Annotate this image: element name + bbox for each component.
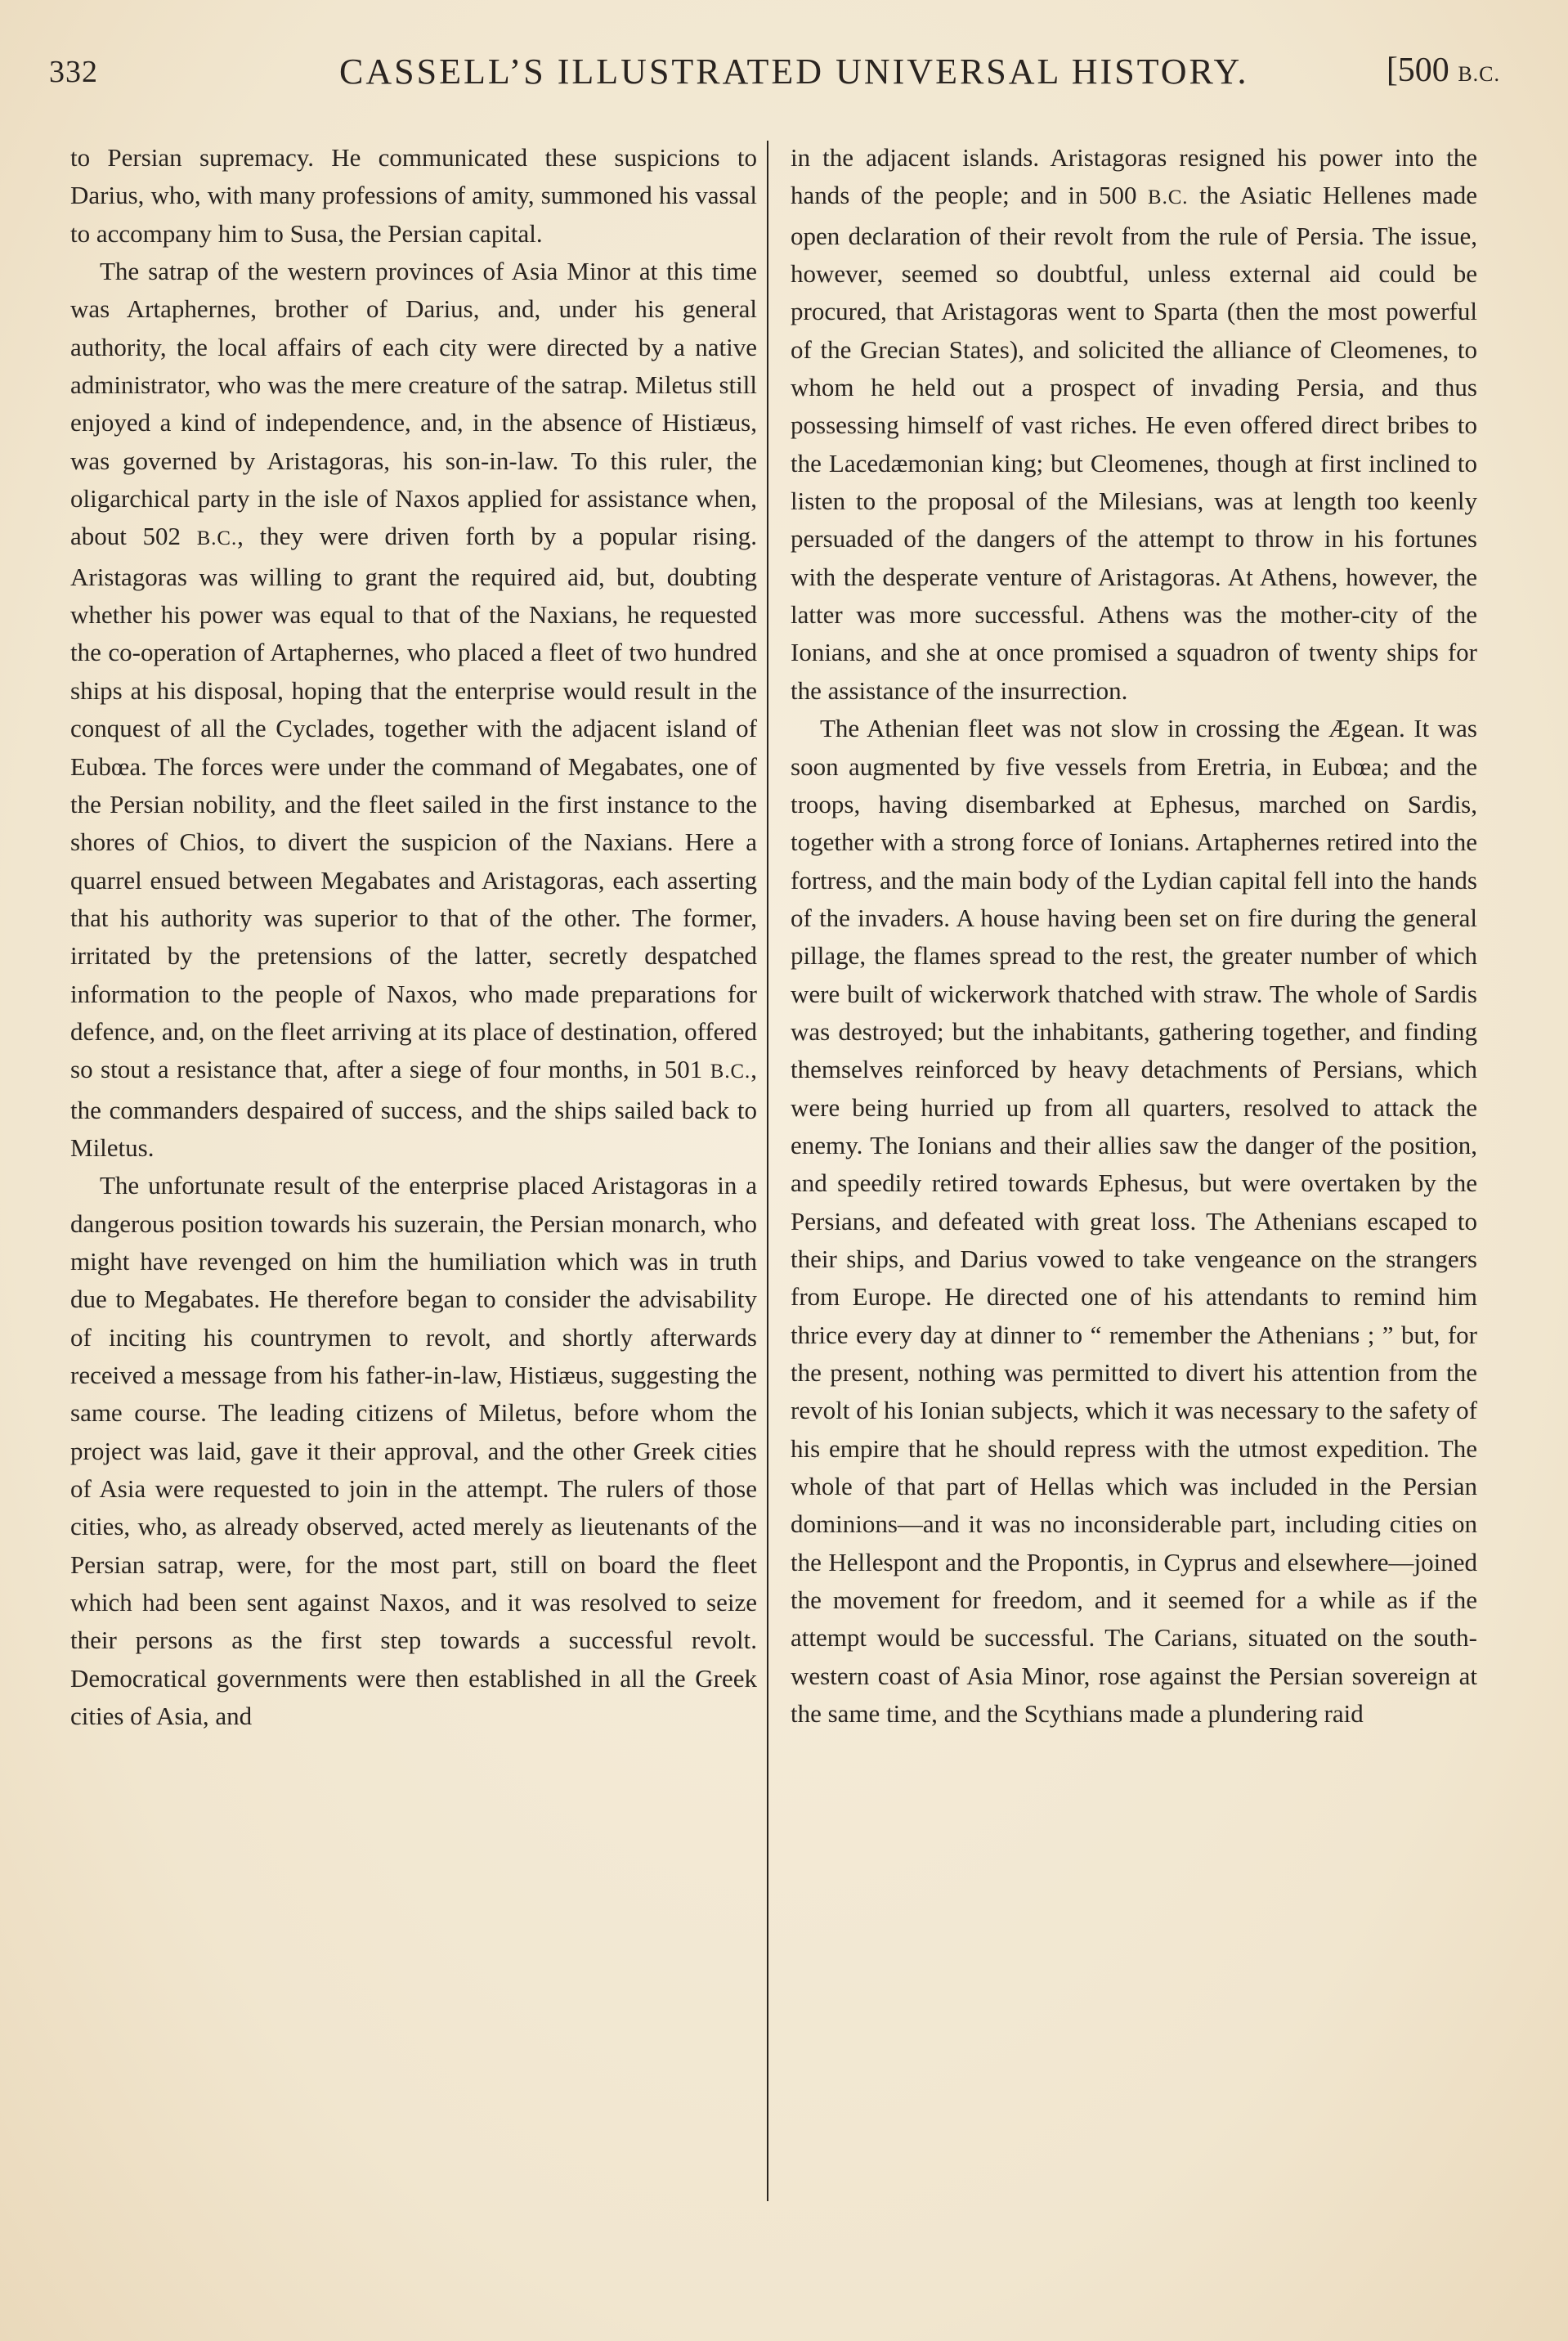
- page-header: [49, 51, 1500, 108]
- paragraph-text: , they were driven forth by a popular rising. Aristagoras was willing to grant the required aid, but, doubting whether his power was equal to that of the Naxians, he requested the co-operation of Artaphernes, who placed a fleet of two hundred ships at his disposal, hoping that the enterprise would result in the conquest of all the Cyclades, together with the adjacent island of Eubœa. The forces were under the command of Megabates, one of the Persian nobility, and the fleet sailed in the first instance to the shores of Chios, to divert the suspicion of the Naxians. Here a quarrel ensued between Megabates and Aristagoras, each asserting that his authority was superior to that of the other. The former, irritated by the pretensions of the latter, secretly despatched information to the people of Naxos, who made preparations for defence, and, on the fleet arriving at its place of destination, offered so stout a resistance that, after a siege of four months, in 501: [70, 522, 758, 1084]
- paragraph: The unfortunate result of the enterprise placed Aristagoras in a dangerous position towards his suzerain, the Persian monarch, who might have revenged on him the humiliation which was in truth due to Megabates. He therefore began to consider the advisability of inciting his countrymen to revolt, and shortly afterwards received a message from his father-in-law, Histiæus, suggesting the same course. The leading citizens of Miletus, before whom the project was laid, gave it their approval, and the other Greek cities of Asia were requested to join in the attempt. The rulers of those cities, who, as already observed, acted merely as lieutenants of the Persian satrap, were, for the most part, still on board the fleet which had been sent against Naxos, and it was resolved to seize their persons as the first step towards a successful revolt. Democratical governments were then established in all the Greek cities of Asia, and: [70, 1171, 757, 1731]
- running-title: CASSELL’S ILLUSTRATED UNIVERSAL HISTORY.: [339, 52, 1249, 92]
- date-era: B.C.: [1458, 62, 1500, 86]
- date-year: [500: [1386, 52, 1449, 89]
- paragraph-text: the Asiatic Hellenes made open declaration of their revolt from the rule of Persia. The issue, however, seemed so doubtful, unless external aid could be procured, that Aristagoras went to Sparta (then the most powerful of the Grecian States), and solicited the alliance of Cleomenes, to whom he held out a prospect of invading Persia, and thus possessing himself of vast riches. He even offered direct bribes to the Lacedæmonian king; but Cleomenes, though at first inclined to listen to the proposal of the Milesians, was at length too keenly persuaded of the dangers of the attempt to throw in his fortunes with the desperate venture of Aristagoras. At Athens, however, the latter was more successful. Athens was the mother-city of the Ionians, and she at once promised a squadron of twenty ships for the assistance of the insurrection.: [791, 181, 1478, 705]
- era-abbrev: B.C.: [1148, 186, 1189, 209]
- page-number: 332: [49, 55, 98, 89]
- paragraph-text: The satrap of the western provinces of Asia Minor at this time was Artaphernes, brother of Darius, and, under his general authority, the local affairs of each city were directed by a native administrator, who was the mere creature of the satrap. Miletus still enjoyed a kind of independence, and, in the absence of Histiæus, was governed by Aristagoras, his son-in-law. To this ruler, the oligarchical party in the isle of Naxos applied for assistance when, about 502: [70, 257, 757, 551]
- paragraph-text: in the adjacent islands. Aristagoras resigned his power into the hands of the people; and in 500: [791, 143, 1477, 210]
- right-column: [791, 139, 1477, 1733]
- era-abbrev: B.C.: [710, 1061, 751, 1083]
- paragraph: to Persian supremacy. He communicated these suspicions to Darius, who, with many professions of amity, summoned his vassal to accompany him to Susa, the Persian capital.: [70, 143, 757, 248]
- era-abbrev: B.C.: [196, 527, 238, 550]
- paragraph: [791, 139, 1477, 710]
- paragraph: [70, 253, 757, 1167]
- date-marker: [1387, 51, 1500, 90]
- paragraph: The Athenian fleet was not slow in crossing the Ægean. It was soon augmented by five vessels from Eretria, in Eubœa; and the troops, having disembarked at Ephesus, marched on Sardis, together with a strong force of Ionians. Artaphernes retired into the fortress, and the main body of the Lydian capital fell into the hands of the invaders. A house having been set on fire during the general pillage, the flames spread to the rest, the greater number of which were built of wickerwork thatched with straw. The whole of Sardis was destroyed; but the inhabitants, gathering together, and finding themselves reinforced by heavy detachments of Persians, which were being hurried up from all quarters, resolved to attack the enemy. The Ionians and their allies saw the danger of the position, and speedily retired towards Ephesus, but were overtaken by the Persians, and defeated with great loss. The Athenians escaped to their ships, and Darius vowed to take vengeance on the strangers from Europe. He directed one of his attendants to remind him thrice every day at dinner to “ remember the Athenians ; ” but, for the present, nothing was permitted to divert his attention from the revolt of his Ionian subjects, which it was necessary to the safety of his empire that he should repress with the utmost expedition. The whole of that part of Hellas which was included in the Persian dominions—and it was no inconsiderable part, including cities on the Hellespont and the Propontis, in Cyprus and elsewhere—joined the movement for freedom, and it seemed for a while as if the attempt would be successful. The Carians, situated on the south-western coast of Asia Minor, rose against the Persian sovereign at the same time, and the Scythians made a plundering raid: [791, 714, 1477, 1729]
- column-divider: [767, 141, 768, 2201]
- left-column: [70, 139, 757, 1735]
- paragraph-text: , the commanders despaired of success, and the ships sailed back to Miletus.: [70, 1055, 758, 1162]
